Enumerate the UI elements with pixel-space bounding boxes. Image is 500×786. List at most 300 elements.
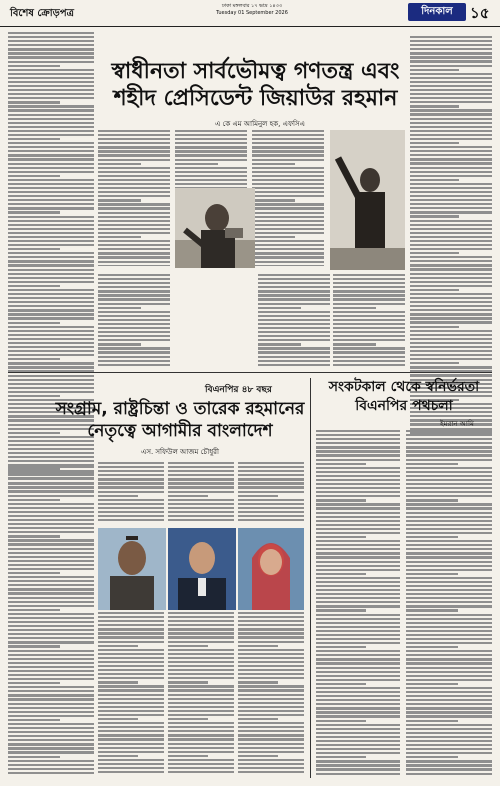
text-line xyxy=(175,146,247,148)
text-line xyxy=(8,478,94,480)
text-line xyxy=(238,478,304,480)
text-line xyxy=(410,183,492,185)
text-line xyxy=(238,616,304,618)
text-line xyxy=(8,711,94,713)
text-line xyxy=(8,313,94,315)
text-line xyxy=(410,167,492,169)
text-line xyxy=(8,698,94,700)
text-line xyxy=(316,646,366,648)
text-line xyxy=(8,633,94,635)
article2-headline xyxy=(40,398,320,442)
article2-col3 xyxy=(168,462,234,524)
text-line xyxy=(410,207,492,209)
text-line xyxy=(238,689,304,691)
text-line xyxy=(8,199,94,201)
text-line xyxy=(410,293,492,295)
text-line xyxy=(316,459,400,461)
text-line xyxy=(98,632,164,634)
text-line xyxy=(98,730,164,732)
text-line xyxy=(410,309,492,311)
text-line xyxy=(406,463,458,465)
text-line xyxy=(316,438,400,440)
text-line xyxy=(8,179,94,181)
text-line xyxy=(410,48,492,50)
text-line xyxy=(98,751,164,753)
text-line xyxy=(98,669,164,671)
date-english: Tuesday 01 September 2026 xyxy=(216,10,288,16)
text-line xyxy=(98,183,170,185)
text-line xyxy=(333,347,405,349)
text-line xyxy=(8,739,94,741)
text-line xyxy=(406,768,492,770)
text-line xyxy=(316,442,400,444)
text-line xyxy=(8,470,94,472)
text-line xyxy=(168,751,234,753)
text-line xyxy=(258,307,301,309)
text-line xyxy=(168,702,234,704)
text-line xyxy=(258,327,330,329)
text-line xyxy=(8,466,94,468)
text-line xyxy=(8,191,94,193)
text-line xyxy=(410,354,492,356)
text-line xyxy=(8,334,94,336)
text-line xyxy=(238,507,304,509)
text-line xyxy=(406,454,492,456)
text-line xyxy=(168,632,234,634)
text-line xyxy=(168,743,234,745)
text-line xyxy=(8,556,94,558)
text-line xyxy=(406,430,492,432)
text-line xyxy=(316,691,400,693)
text-line xyxy=(8,171,94,173)
text-line xyxy=(316,544,400,546)
text-line xyxy=(168,636,234,638)
text-line xyxy=(98,212,170,214)
text-line xyxy=(168,482,234,484)
text-line xyxy=(410,256,492,258)
text-line xyxy=(406,471,492,473)
text-line xyxy=(316,450,400,452)
text-line xyxy=(406,715,492,717)
text-line xyxy=(238,722,304,724)
text-line xyxy=(238,718,278,720)
text-line xyxy=(410,44,492,46)
text-line xyxy=(316,683,366,685)
text-line xyxy=(98,507,164,509)
text-line xyxy=(168,681,208,683)
text-line xyxy=(238,657,304,659)
text-line xyxy=(8,768,94,770)
text-line xyxy=(8,597,94,599)
text-line xyxy=(8,621,94,623)
text-line xyxy=(410,118,492,120)
text-line xyxy=(98,167,170,169)
text-line xyxy=(8,715,94,717)
section-divider xyxy=(8,372,492,373)
text-line xyxy=(252,138,324,140)
text-line xyxy=(258,347,330,349)
text-line xyxy=(168,503,234,505)
text-line xyxy=(8,146,94,148)
text-line xyxy=(316,552,400,554)
text-line xyxy=(406,654,492,656)
text-line xyxy=(98,298,170,300)
text-line xyxy=(98,706,164,708)
text-line xyxy=(8,552,94,554)
text-line xyxy=(316,622,400,624)
text-line xyxy=(406,667,492,669)
text-line xyxy=(168,628,234,630)
text-line xyxy=(333,335,405,337)
text-line xyxy=(410,36,492,38)
text-line xyxy=(406,569,492,571)
text-line xyxy=(406,548,492,550)
text-line xyxy=(8,751,94,753)
text-line xyxy=(98,179,170,181)
text-line xyxy=(333,307,376,309)
text-line xyxy=(8,511,94,513)
text-line xyxy=(333,290,405,292)
text-line xyxy=(238,470,304,472)
text-line xyxy=(316,658,400,660)
text-line xyxy=(98,142,170,144)
text-line xyxy=(8,379,94,381)
text-line xyxy=(410,248,492,250)
text-line xyxy=(98,702,164,704)
text-line xyxy=(406,573,458,575)
text-line xyxy=(8,474,94,476)
text-line xyxy=(168,771,234,773)
text-line xyxy=(98,515,164,517)
text-line xyxy=(98,714,164,716)
text-line xyxy=(168,669,234,671)
text-line xyxy=(252,220,324,222)
text-line xyxy=(258,286,330,288)
text-line xyxy=(252,207,324,209)
text-line xyxy=(333,356,405,358)
text-line xyxy=(8,523,94,525)
text-line xyxy=(168,511,234,513)
text-line xyxy=(410,338,492,340)
text-line xyxy=(238,755,278,757)
text-line xyxy=(406,618,492,620)
text-line xyxy=(8,503,94,505)
text-line xyxy=(8,220,94,222)
text-line xyxy=(168,661,234,663)
text-line xyxy=(316,524,400,526)
text-line xyxy=(410,252,459,254)
text-line xyxy=(8,260,94,262)
text-line xyxy=(98,499,164,501)
text-line xyxy=(8,678,94,680)
text-line xyxy=(8,309,94,311)
text-line xyxy=(8,269,94,271)
text-line xyxy=(406,650,492,652)
text-line xyxy=(8,580,94,582)
text-line xyxy=(8,395,60,397)
article1-headline-line2: শহীদ প্রেসিডেন্ট জিয়াউর রহমান xyxy=(113,86,398,111)
text-line xyxy=(410,199,492,201)
text-line xyxy=(316,479,400,481)
text-line xyxy=(98,256,170,258)
text-line xyxy=(316,593,400,595)
text-line xyxy=(333,303,405,305)
text-line xyxy=(98,641,164,643)
text-line xyxy=(258,282,330,284)
text-line xyxy=(333,278,405,280)
text-line xyxy=(98,722,164,724)
text-line xyxy=(98,661,164,663)
text-line xyxy=(316,768,400,770)
article3-byline: ইমরান আমি xyxy=(440,420,474,428)
text-line xyxy=(252,187,324,189)
text-line xyxy=(410,89,492,91)
text-line xyxy=(8,301,94,303)
text-line xyxy=(238,511,304,513)
text-line xyxy=(98,738,164,740)
text-line xyxy=(410,105,459,107)
text-line xyxy=(406,577,492,579)
text-line xyxy=(406,752,492,754)
text-line xyxy=(258,294,330,296)
text-line xyxy=(98,360,170,362)
text-line xyxy=(316,638,400,640)
text-line xyxy=(238,767,304,769)
text-line xyxy=(98,466,164,468)
text-line xyxy=(8,452,94,454)
article1-col6 xyxy=(258,274,330,366)
text-line xyxy=(175,130,247,132)
text-line xyxy=(316,532,400,534)
text-line xyxy=(406,552,492,554)
article1-headline xyxy=(103,58,408,112)
text-line xyxy=(406,593,492,595)
text-line xyxy=(168,685,234,687)
text-line xyxy=(316,740,400,742)
text-line xyxy=(316,724,400,726)
text-line xyxy=(8,175,60,177)
text-line xyxy=(8,460,94,462)
text-line xyxy=(168,710,234,712)
text-line xyxy=(406,503,492,505)
text-line xyxy=(8,662,94,664)
text-line xyxy=(8,350,94,352)
text-line xyxy=(175,167,247,169)
article3-headline-line2: বিএনপির পথচলা xyxy=(355,398,453,414)
text-line xyxy=(8,515,94,517)
text-line xyxy=(333,323,405,325)
text-line xyxy=(252,261,324,263)
text-line xyxy=(8,601,94,603)
text-line xyxy=(238,673,304,675)
text-line xyxy=(98,681,138,683)
text-line xyxy=(252,248,324,250)
text-line xyxy=(238,726,304,728)
article2-col4 xyxy=(238,462,304,524)
text-line xyxy=(410,65,492,67)
text-line xyxy=(238,738,304,740)
text-line xyxy=(8,613,94,615)
text-line xyxy=(316,662,400,664)
text-line xyxy=(238,669,304,671)
text-line xyxy=(98,343,141,345)
photo-image xyxy=(330,130,405,270)
text-line xyxy=(8,134,94,136)
text-line xyxy=(175,163,218,165)
text-line xyxy=(238,665,304,667)
text-line xyxy=(410,97,492,99)
text-line xyxy=(252,216,324,218)
text-line xyxy=(8,564,94,566)
article1-col5 xyxy=(98,274,170,366)
page-header xyxy=(0,0,500,27)
text-line xyxy=(406,475,492,477)
text-line xyxy=(98,653,164,655)
text-line xyxy=(168,474,234,476)
text-line xyxy=(8,289,94,291)
text-line xyxy=(8,244,94,246)
date-line xyxy=(182,3,322,17)
text-line xyxy=(410,126,492,128)
text-line xyxy=(8,625,94,627)
text-line xyxy=(168,694,234,696)
text-line xyxy=(333,298,405,300)
text-line xyxy=(252,232,324,234)
text-line xyxy=(98,303,170,305)
text-line xyxy=(410,330,492,332)
article1-col4 xyxy=(252,130,324,266)
article2-headline-line2: নেতৃত্বে আগামীর বাংলাদেশ xyxy=(87,421,273,441)
text-line xyxy=(238,747,304,749)
text-line xyxy=(410,374,492,376)
text-line xyxy=(8,543,94,545)
text-line xyxy=(98,486,164,488)
text-line xyxy=(8,342,94,344)
text-line xyxy=(8,154,94,156)
text-line xyxy=(8,338,94,340)
text-line xyxy=(8,317,94,319)
text-line xyxy=(98,710,164,712)
text-line xyxy=(406,720,458,722)
text-line xyxy=(8,248,60,250)
text-line xyxy=(98,734,164,736)
text-line xyxy=(316,565,400,567)
text-line xyxy=(406,634,492,636)
text-line xyxy=(8,568,94,570)
text-line xyxy=(98,694,164,696)
text-line xyxy=(98,771,164,773)
text-line xyxy=(8,297,94,299)
text-line xyxy=(8,609,60,611)
text-line xyxy=(8,499,60,501)
text-line xyxy=(98,519,164,521)
text-line xyxy=(410,109,492,111)
text-line xyxy=(98,294,170,296)
text-line xyxy=(406,707,492,709)
text-line xyxy=(238,486,304,488)
text-line xyxy=(8,114,94,116)
text-line xyxy=(238,466,304,468)
text-line xyxy=(98,726,164,728)
article3-headline xyxy=(316,378,492,416)
text-line xyxy=(406,446,492,448)
text-line xyxy=(8,456,94,458)
text-line xyxy=(8,391,94,393)
text-line xyxy=(168,718,208,720)
text-line xyxy=(168,714,234,716)
text-line xyxy=(410,211,492,213)
ziaur-rahman-photo xyxy=(175,188,255,268)
text-line xyxy=(316,614,400,616)
text-line xyxy=(410,366,492,368)
text-line xyxy=(406,646,458,648)
text-line xyxy=(406,711,492,713)
text-line xyxy=(252,212,324,214)
text-line xyxy=(8,252,94,254)
text-line xyxy=(98,364,170,366)
text-line xyxy=(238,681,278,683)
text-line xyxy=(406,691,492,693)
text-line xyxy=(8,650,94,652)
text-line xyxy=(98,265,170,266)
text-line xyxy=(316,487,400,489)
text-line xyxy=(258,298,330,300)
text-line xyxy=(8,674,94,676)
text-line xyxy=(98,224,170,226)
text-line xyxy=(8,366,94,368)
text-line xyxy=(316,512,400,514)
text-line xyxy=(406,589,492,591)
text-line xyxy=(98,236,141,238)
text-line xyxy=(410,236,492,238)
text-line xyxy=(252,191,324,193)
text-line xyxy=(168,612,234,614)
text-line xyxy=(168,759,234,761)
text-line xyxy=(98,323,170,325)
text-line xyxy=(333,282,405,284)
text-line xyxy=(238,620,304,622)
text-line xyxy=(316,675,400,677)
text-line xyxy=(8,387,94,389)
text-line xyxy=(410,305,492,307)
text-line xyxy=(258,290,330,292)
text-line xyxy=(410,342,492,344)
text-line xyxy=(333,327,405,329)
text-line xyxy=(406,556,492,558)
text-line xyxy=(410,334,492,336)
text-line xyxy=(410,228,492,230)
text-line xyxy=(8,772,94,774)
text-line xyxy=(410,134,492,136)
text-line xyxy=(8,56,94,58)
text-line xyxy=(8,535,60,537)
text-line xyxy=(238,612,304,614)
article1-col7 xyxy=(333,274,405,366)
newspaper-logo: দিনকাল xyxy=(408,3,466,21)
text-line xyxy=(98,232,170,234)
text-line xyxy=(238,694,304,696)
text-line xyxy=(410,244,492,246)
portrait-image-1 xyxy=(98,528,166,610)
text-line xyxy=(8,285,60,287)
text-line xyxy=(8,69,94,71)
text-line xyxy=(168,665,234,667)
text-line xyxy=(238,771,304,773)
text-line xyxy=(410,264,492,266)
text-line xyxy=(410,273,492,275)
text-line xyxy=(8,383,94,385)
text-line xyxy=(8,130,94,132)
